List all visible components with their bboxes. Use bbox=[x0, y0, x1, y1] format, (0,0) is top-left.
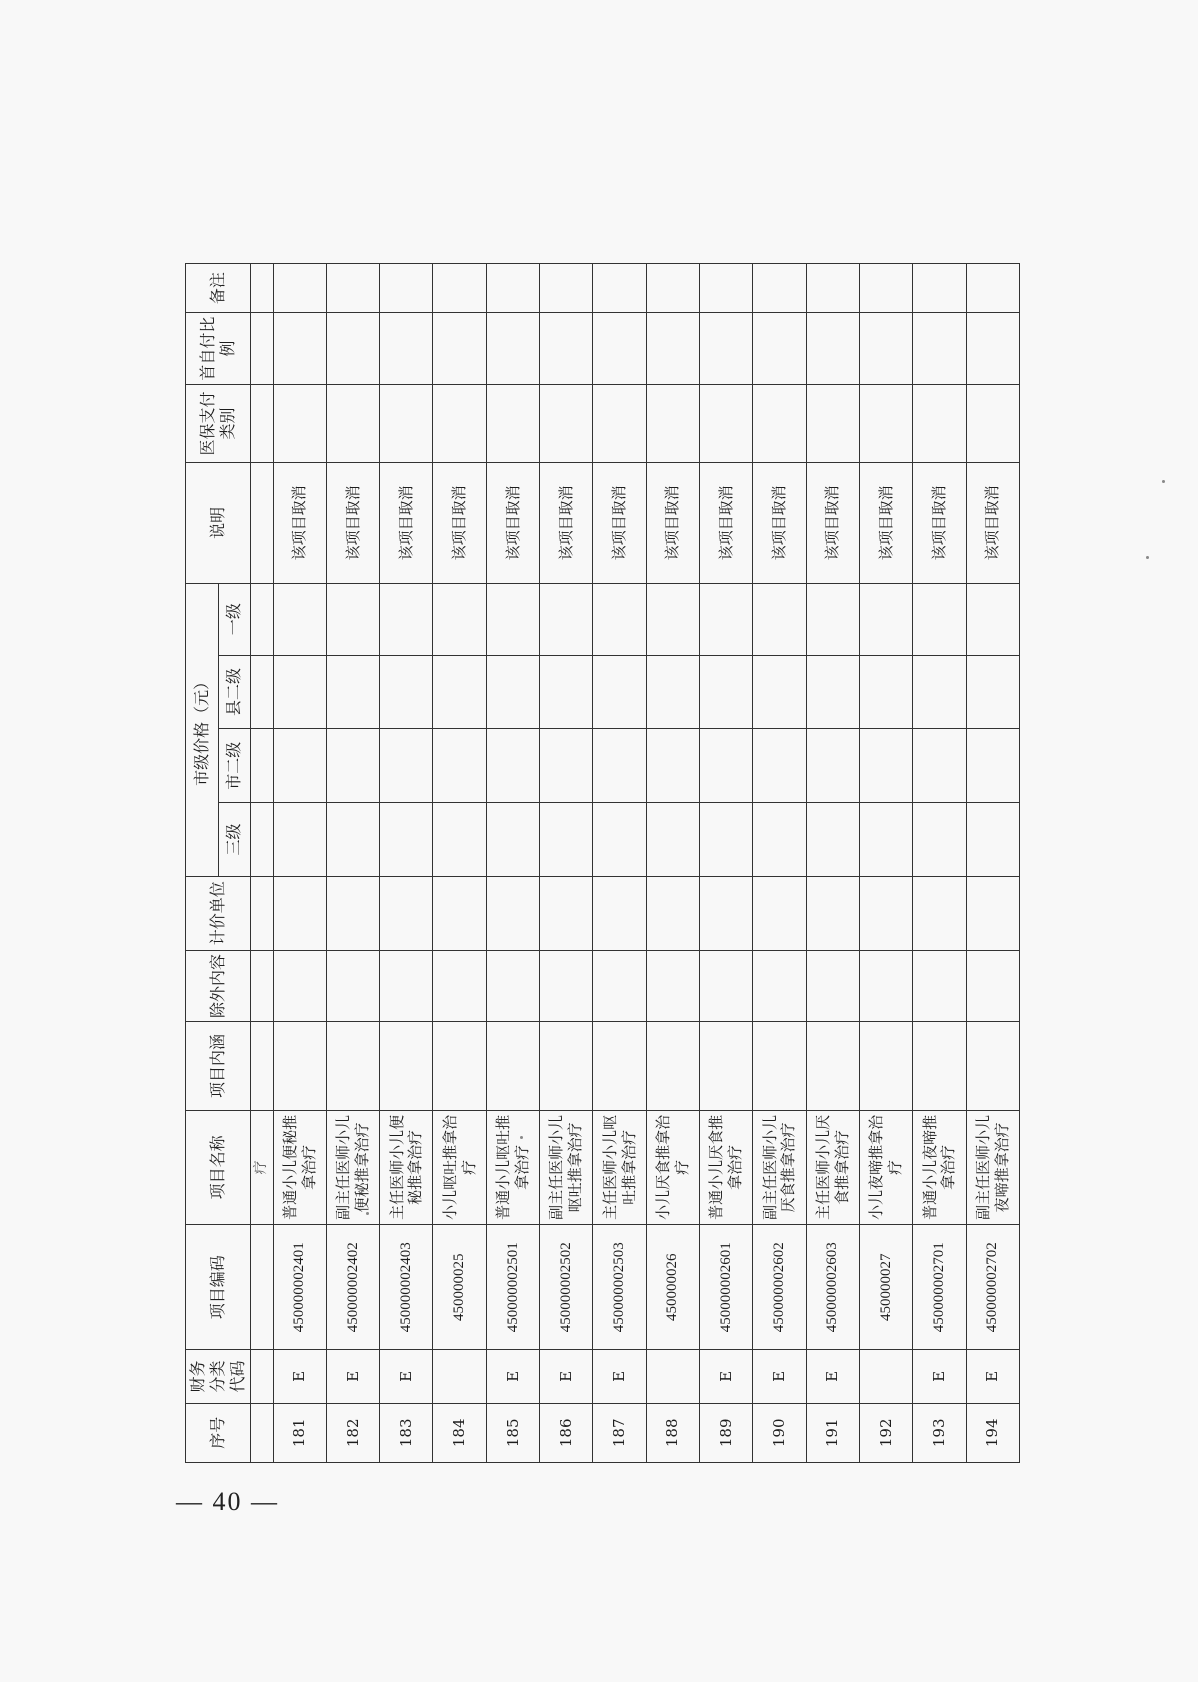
table-body bbox=[251, 264, 1020, 1463]
header-seq: 序号 bbox=[186, 1403, 251, 1462]
row-remark: 该项目取消 bbox=[700, 462, 753, 583]
row-seq: 182 bbox=[326, 1403, 379, 1462]
row-item-code: 450000002402 bbox=[326, 1225, 379, 1350]
row-seq: 184 bbox=[433, 1403, 486, 1462]
row-item-name: 普通小儿呕吐推拿治疗 bbox=[486, 1110, 539, 1225]
header-remark: 说明 bbox=[186, 462, 251, 583]
row-fin-code: E bbox=[966, 1350, 1019, 1403]
row-seq: 181 bbox=[273, 1403, 326, 1462]
row-seq: 183 bbox=[380, 1403, 433, 1462]
row-remark: 该项目取消 bbox=[433, 462, 486, 583]
page-number: — 40 — bbox=[176, 1487, 279, 1516]
row-item-code: 450000002601 bbox=[700, 1225, 753, 1350]
row-item-name: 普通小儿夜啼推拿治疗 bbox=[913, 1110, 966, 1225]
row-item-code: 450000026 bbox=[646, 1225, 699, 1350]
row-seq: 186 bbox=[540, 1403, 593, 1462]
header-price-county2: 县二级 bbox=[218, 655, 251, 729]
row-remark: 该项目取消 bbox=[753, 462, 806, 583]
row-item-code: 450000002603 bbox=[806, 1225, 859, 1350]
table-stage bbox=[185, 263, 1198, 1463]
row-fin-code: E bbox=[273, 1350, 326, 1403]
row-item-name: 副主任医师小儿呕吐推拿治疗 bbox=[540, 1110, 593, 1225]
row-seq: 189 bbox=[700, 1403, 753, 1462]
row-seq: 185 bbox=[486, 1403, 539, 1462]
row-remark: 该项目取消 bbox=[273, 462, 326, 583]
row-item-code: 450000002502 bbox=[540, 1225, 593, 1350]
row-seq: 194 bbox=[966, 1403, 1019, 1462]
scan-speck bbox=[520, 1136, 523, 1139]
row-fin-code bbox=[859, 1350, 912, 1403]
row-item-name: 副主任医师小儿夜啼推拿治疗 bbox=[966, 1110, 1019, 1225]
table-row bbox=[326, 264, 379, 1463]
row-remark: 该项目取消 bbox=[486, 462, 539, 583]
table-row bbox=[486, 264, 539, 1463]
row-fin-code: E bbox=[700, 1350, 753, 1403]
row-item-code: 450000002403 bbox=[380, 1225, 433, 1350]
header-copay: 首自付比例 bbox=[186, 313, 251, 385]
scan-speck bbox=[1146, 556, 1149, 559]
row-remark: 该项目取消 bbox=[913, 462, 966, 583]
row-item-name: 副主任医师小儿厌食推拿治疗 bbox=[753, 1110, 806, 1225]
header-notes: 备注 bbox=[186, 264, 251, 313]
row-seq: 188 bbox=[646, 1403, 699, 1462]
rotated-table-container bbox=[185, 263, 1011, 1463]
row-item-code: 450000002503 bbox=[593, 1225, 646, 1350]
table-row bbox=[273, 264, 326, 1463]
header-item-code: 项目编码 bbox=[186, 1225, 251, 1350]
row-remark: 该项目取消 bbox=[540, 462, 593, 583]
header-row-1 bbox=[186, 264, 219, 1463]
row-fin-code: E bbox=[806, 1350, 859, 1403]
table-row bbox=[646, 264, 699, 1463]
row-remark: 该项目取消 bbox=[646, 462, 699, 583]
row-fin-code: E bbox=[753, 1350, 806, 1403]
row-fin-code bbox=[433, 1350, 486, 1403]
row-item-name: 小儿夜啼推拿治疗 bbox=[859, 1110, 912, 1225]
row-seq: 187 bbox=[593, 1403, 646, 1462]
row-item-name: 普通小儿厌食推拿治疗 bbox=[700, 1110, 753, 1225]
row-remark: 该项目取消 bbox=[859, 462, 912, 583]
row-item-name: 小儿厌食推拿治疗 bbox=[646, 1110, 699, 1225]
row-item-code: 450000002401 bbox=[273, 1225, 326, 1350]
row-seq: 191 bbox=[806, 1403, 859, 1462]
header-insurance: 医保支付类别 bbox=[186, 385, 251, 463]
scan-speck bbox=[1162, 480, 1165, 483]
row-remark: 该项目取消 bbox=[326, 462, 379, 583]
row-fin-code: E bbox=[913, 1350, 966, 1403]
table-row bbox=[380, 264, 433, 1463]
row-remark: 该项目取消 bbox=[966, 462, 1019, 583]
carryover-text: 疗 bbox=[251, 1110, 274, 1225]
row-item-name: 小儿呕吐推拿治疗 bbox=[433, 1110, 486, 1225]
row-fin-code: E bbox=[380, 1350, 433, 1403]
row-seq: 190 bbox=[753, 1403, 806, 1462]
header-price-city2: 市二级 bbox=[218, 729, 251, 803]
table-row bbox=[700, 264, 753, 1463]
price-table bbox=[185, 263, 1020, 1463]
row-remark: 该项目取消 bbox=[806, 462, 859, 583]
table-row bbox=[433, 264, 486, 1463]
header-excluded: 除外内容 bbox=[186, 950, 251, 1022]
row-seq: 193 bbox=[913, 1403, 966, 1462]
header-item-content: 项目内涵 bbox=[186, 1022, 251, 1110]
row-fin-code: E bbox=[486, 1350, 539, 1403]
row-item-code: 450000002702 bbox=[966, 1225, 1019, 1350]
carryover-row bbox=[251, 264, 274, 1463]
table-row bbox=[806, 264, 859, 1463]
table-row bbox=[966, 264, 1019, 1463]
header-price-l3: 三级 bbox=[218, 803, 251, 877]
row-item-name: 主任医师小儿呕吐推拿治疗 bbox=[593, 1110, 646, 1225]
table-row bbox=[540, 264, 593, 1463]
row-fin-code: E bbox=[540, 1350, 593, 1403]
header-price-l1: 一级 bbox=[218, 583, 251, 655]
table-row bbox=[593, 264, 646, 1463]
row-item-code: 450000002701 bbox=[913, 1225, 966, 1350]
row-item-name: 普通小儿便秘推拿治疗 bbox=[273, 1110, 326, 1225]
row-fin-code: E bbox=[326, 1350, 379, 1403]
row-fin-code: E bbox=[593, 1350, 646, 1403]
table-row bbox=[913, 264, 966, 1463]
header-item-name: 项目名称 bbox=[186, 1110, 251, 1225]
header-unit: 计价单位 bbox=[186, 876, 251, 950]
table-row bbox=[753, 264, 806, 1463]
header-price-group: 市级价格（元） bbox=[186, 583, 219, 876]
row-item-code: 450000025 bbox=[433, 1225, 486, 1350]
row-item-name: 副主任医师小儿便秘推拿治疗 bbox=[326, 1110, 379, 1225]
row-item-code: 450000002602 bbox=[753, 1225, 806, 1350]
row-item-name: 主任医师小儿厌食推拿治疗 bbox=[806, 1110, 859, 1225]
row-seq: 192 bbox=[859, 1403, 912, 1462]
row-item-code: 450000002501 bbox=[486, 1225, 539, 1350]
row-item-name: 主任医师小儿便秘推拿治疗 bbox=[380, 1110, 433, 1225]
scan-speck bbox=[366, 1212, 369, 1215]
header-fin-code: 财务分类代码 bbox=[186, 1350, 251, 1403]
row-remark: 该项目取消 bbox=[380, 462, 433, 583]
row-fin-code bbox=[646, 1350, 699, 1403]
table-row bbox=[859, 264, 912, 1463]
row-remark: 该项目取消 bbox=[593, 462, 646, 583]
row-item-code: 450000027 bbox=[859, 1225, 912, 1350]
